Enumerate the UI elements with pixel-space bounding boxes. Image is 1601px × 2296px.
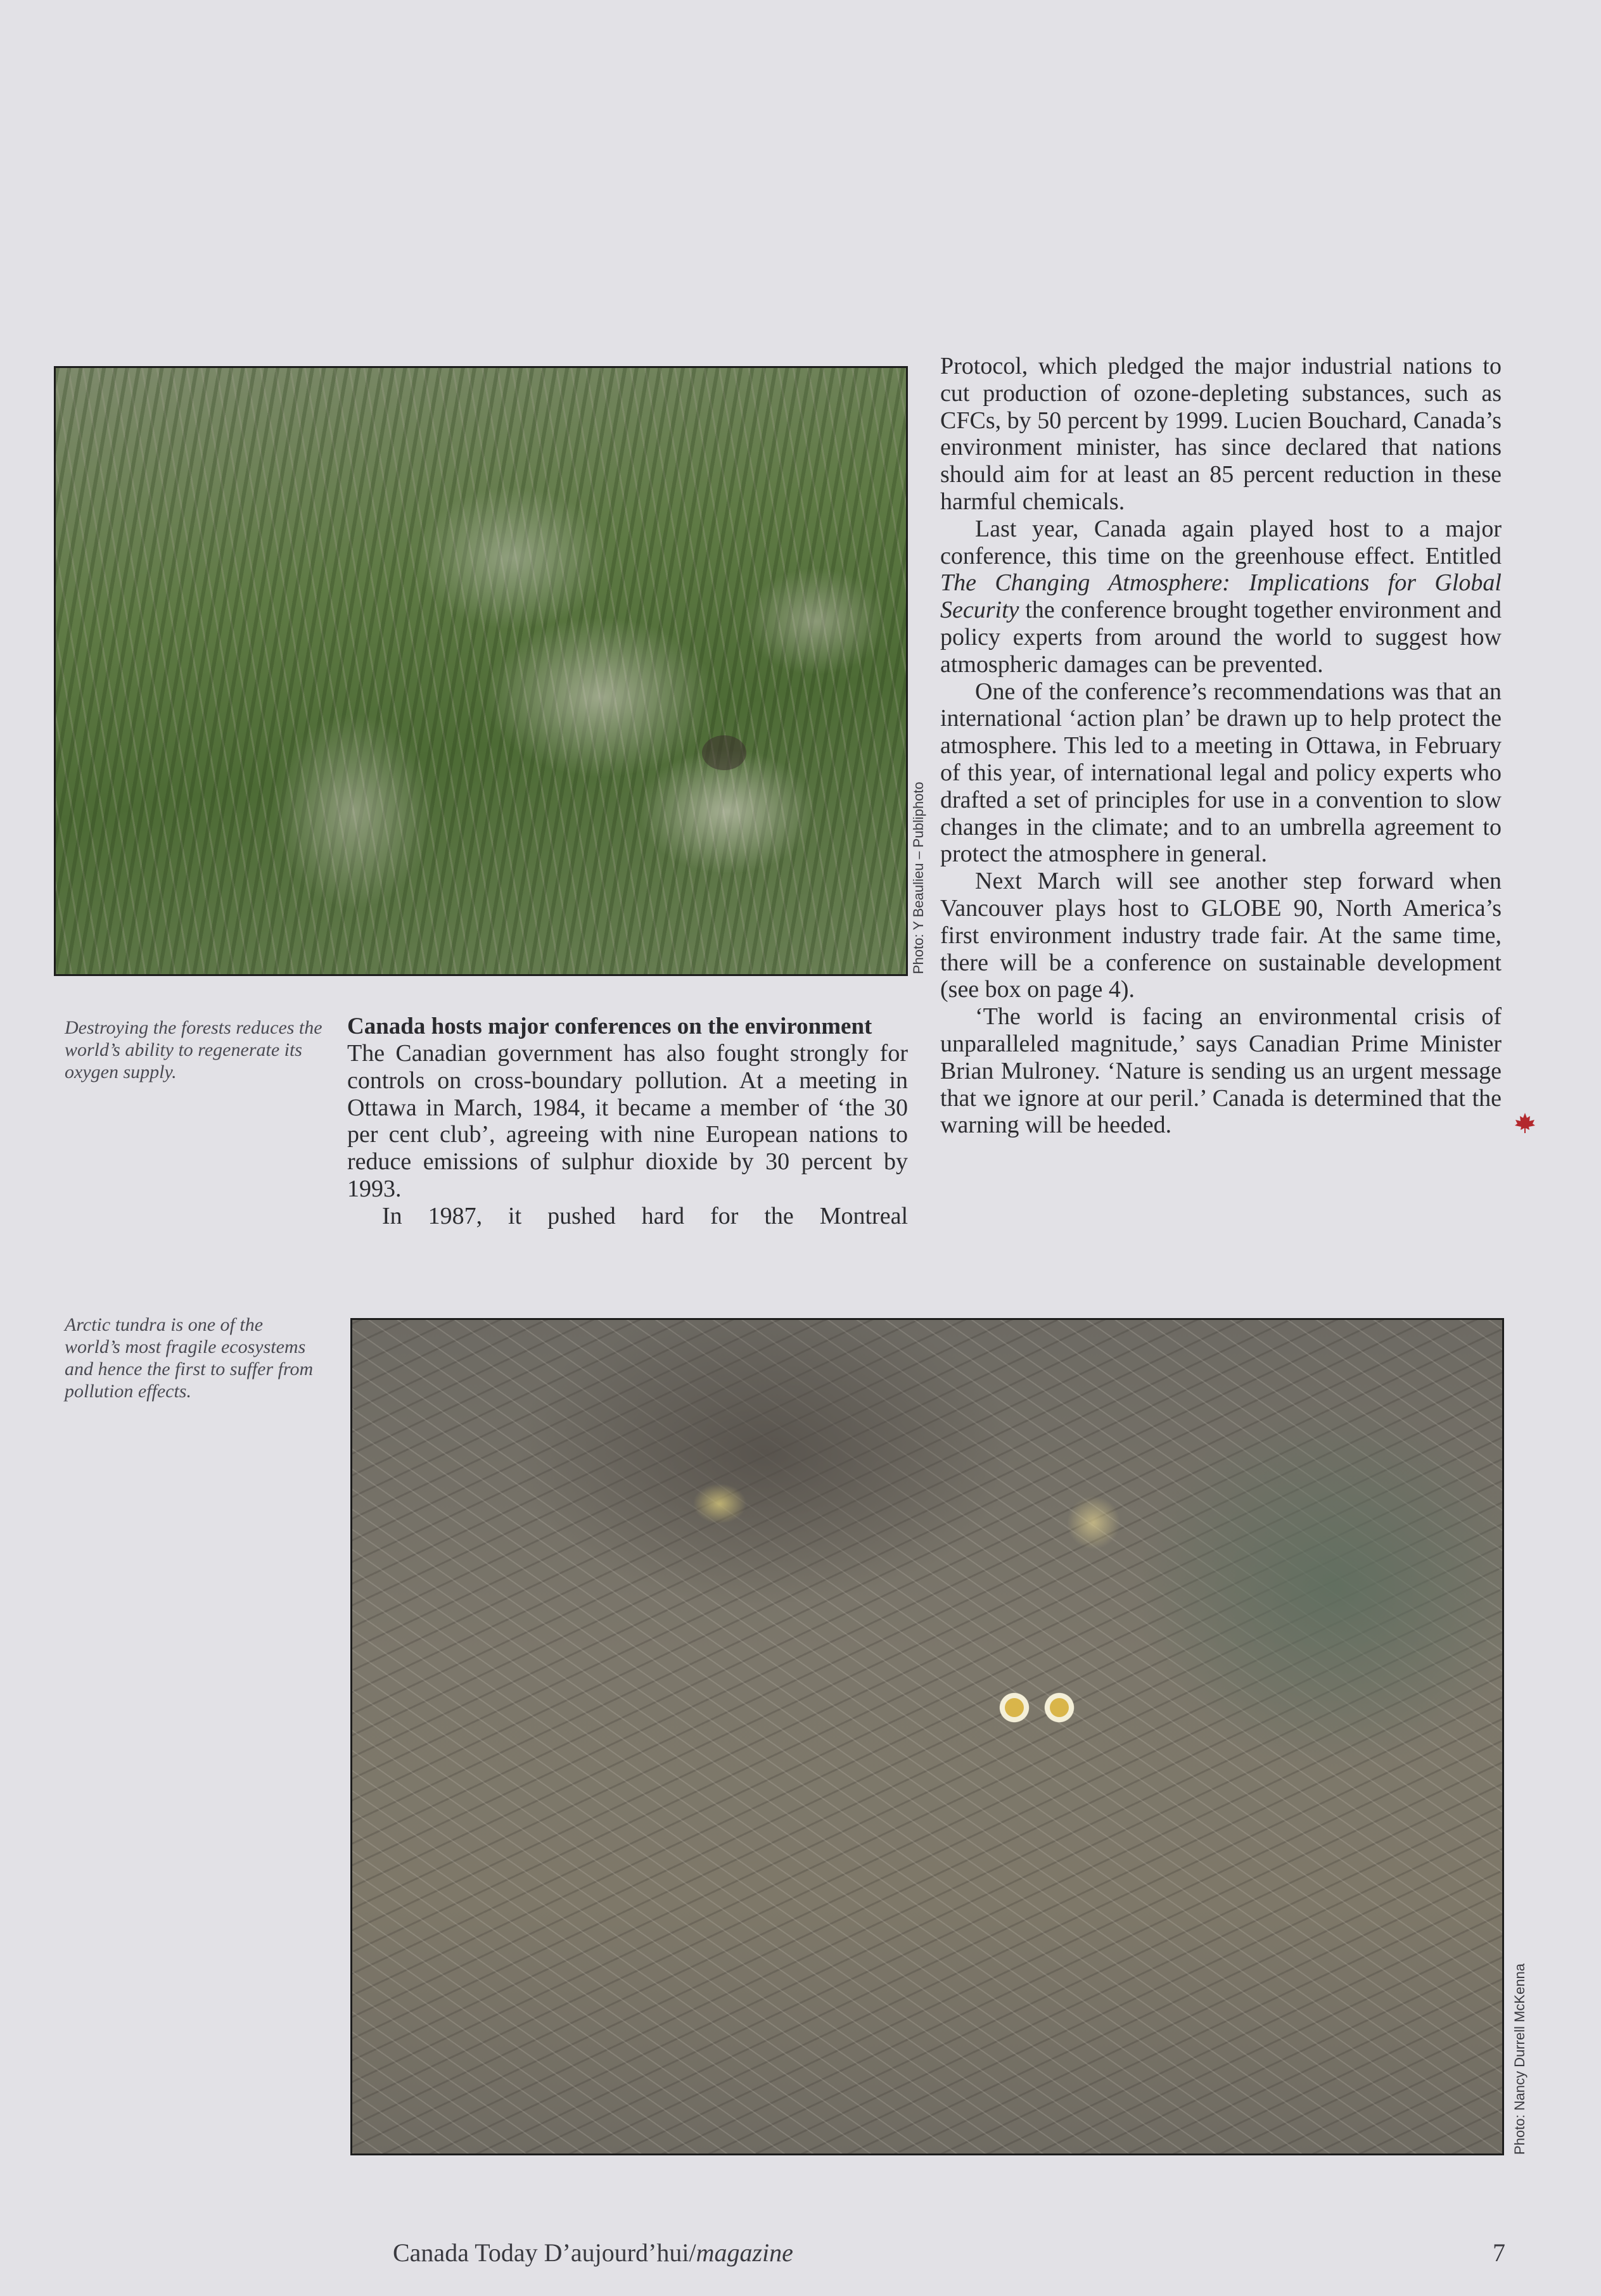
forest-photo-caption: Destroying the forests reduces the world’s ability to regenerate its oxygen supply.	[65, 1017, 322, 1082]
forest-photo-credit: Photo: Y Beaulieu – Publiphoto	[910, 782, 926, 974]
maple-leaf-icon	[1479, 1112, 1502, 1134]
right-paragraph-2-end: the conference brought together environment and policy experts from around the world to suggest how atmospheric damages can be prevented.	[940, 597, 1502, 678]
tundra-photo-credit: Photo: Nancy Durrell McKenna	[1512, 1963, 1528, 2155]
left-paragraph-1: The Canadian government has also fought strongly for controls on cross-boundary pollution. At a meeting in Ottawa in March, 1984, it became a member of ‘the 30 per cent club’, agreeing with nine European nations to reduce emissions of sulphur dioxide by 30 percent by 1993.	[347, 1040, 908, 1202]
section-heading: Canada hosts major conferences on the environment	[347, 1013, 872, 1039]
magazine-title-italic: magazine	[696, 2238, 793, 2267]
tundra-photo-caption: Arctic tundra is one of the world’s most fragile ecosystems and hence the first to suffer from pollution effects.	[65, 1314, 314, 1402]
flower-center-1	[1005, 1698, 1024, 1717]
flower-center-2	[1050, 1698, 1069, 1717]
right-paragraph-1: Protocol, which pledged the major industrial nations to cut production of ozone-depleting substances, such as CFCs, by 50 percent by 1999. Lucien Bouchard, Canada’s environment minister, has since declared that nations should aim for at least an 85 percent reduction in these harmful chemicals.	[940, 353, 1502, 515]
right-paragraph-5-text: ‘The world is facing an environmental crisis of unparalleled magnitude,’ says Canadian Prime Minister Brian Mulroney. ‘Nature is sending us an urgent message that we ignore at our peril.’ Canada is determined that the warning will be heeded.	[940, 1003, 1502, 1139]
right-paragraph-2-start: Last year, Canada again played host to a major conference, this time on the greenhouse effect. Entitled	[940, 515, 1502, 569]
right-column	[940, 353, 1502, 1139]
magazine-title	[393, 2238, 793, 2267]
right-paragraph-5	[940, 1003, 1502, 1139]
right-paragraph-2	[940, 516, 1502, 678]
right-paragraph-3: One of the conference’s recommendations was that an international ‘action plan’ be drawn up to help protect the atmosphere. This led to a meeting in Ottawa, in February of this year, of international legal and policy experts who drafted a set of principles for use in a convention to slow changes in the climate; and to an umbrella agreement to protect the atmosphere in general.	[940, 678, 1502, 868]
forest-aerial-photo	[54, 366, 908, 976]
conference-title: The Changing Atmosphere: Implications for Global Security	[940, 569, 1502, 624]
left-column	[347, 1013, 908, 1230]
right-paragraph-4: Next March will see another step forward when Vancouver plays host to GLOBE 90, North America’s first environment industry trade fair. At the same time, there will be a conference on sustainable development (see box on page 4).	[940, 868, 1502, 1003]
aircraft-shadow	[702, 735, 746, 770]
magazine-title-main: Canada Today D’aujourd’hui/	[393, 2238, 696, 2267]
arctic-tundra-photo	[350, 1318, 1504, 2155]
page-number: 7	[1493, 2238, 1505, 2267]
left-paragraph-2: In 1987, it pushed hard for the Montreal	[382, 1202, 908, 1229]
